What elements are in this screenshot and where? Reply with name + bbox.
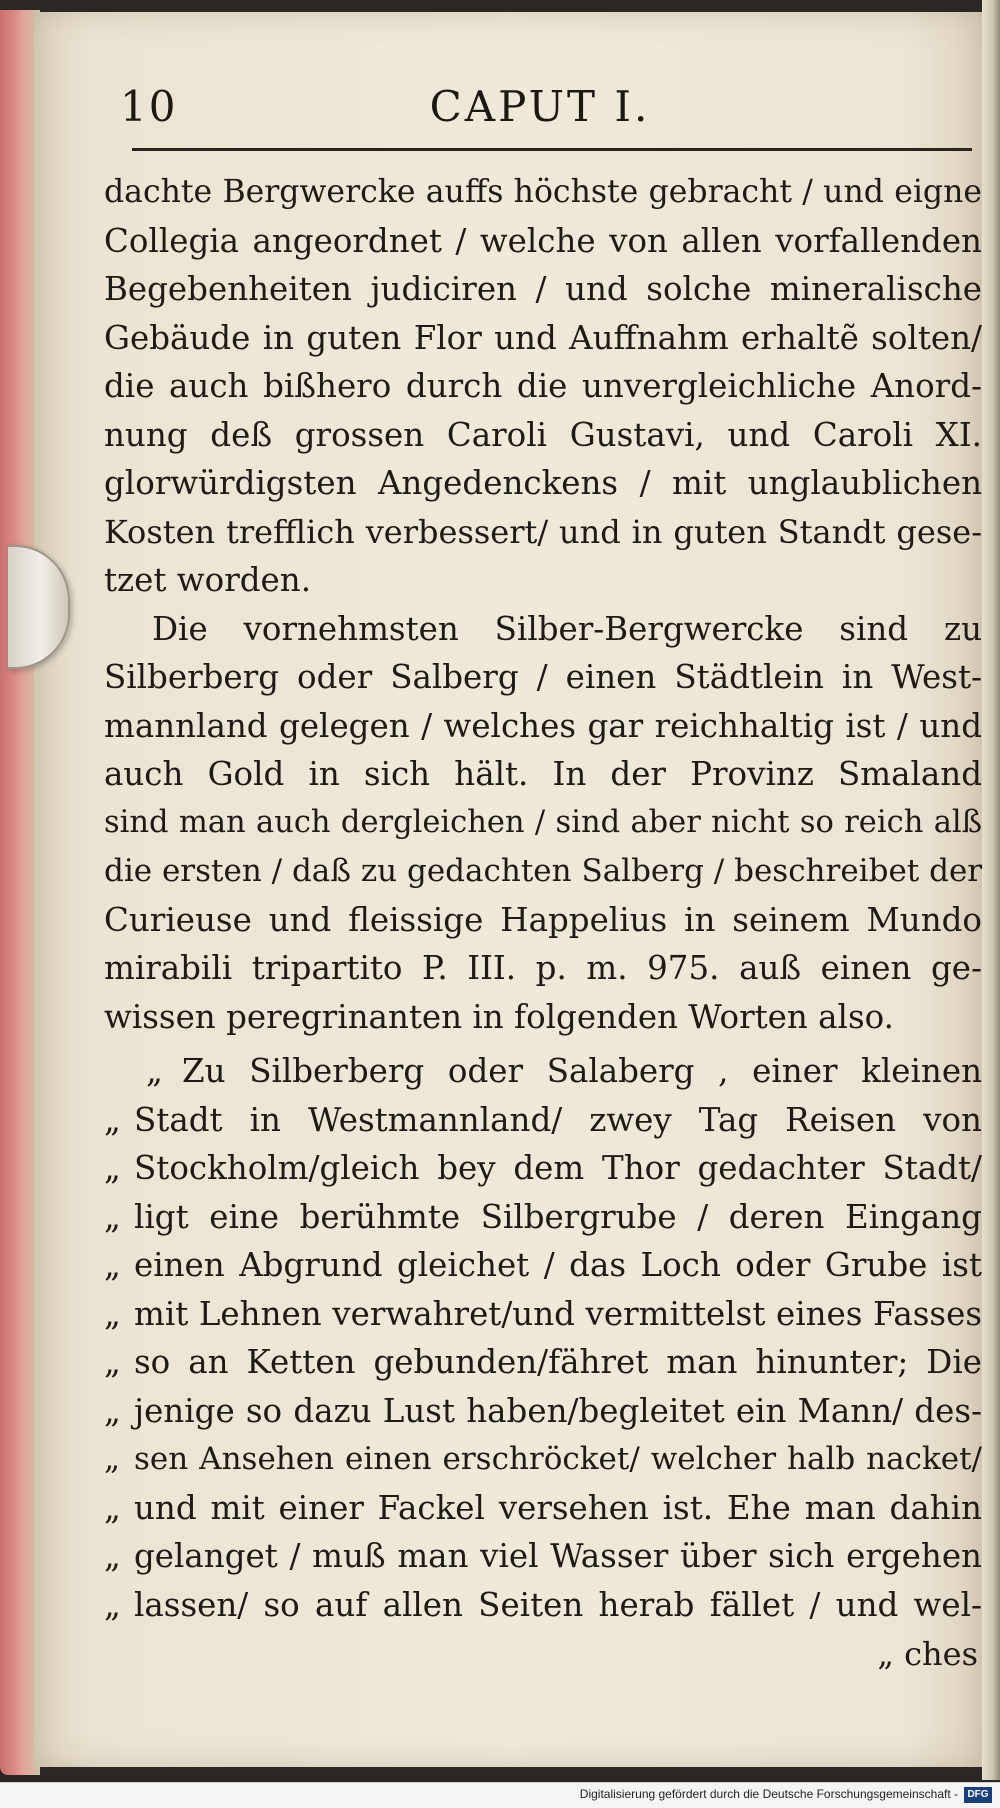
quote-line [104, 1484, 982, 1533]
quote-mark: „ [104, 1149, 121, 1187]
text-line: tzet worden. [104, 561, 312, 599]
quote-line [104, 1144, 982, 1193]
text-line: Collegia angeordnet / welche von allen vorfallenden [104, 221, 982, 260]
quote-line-text: gelanget / muß man viel Wasser über sich ergehen [134, 1537, 982, 1575]
text-line: nung deß grossen Caroli Gustavi, und Caroli XI. [104, 415, 982, 454]
text-line: auch Gold in sich hält. In der Provinz Smaland [104, 755, 982, 793]
text-line: wissen peregrinanten in folgenden Worten also. [104, 997, 894, 1036]
page-header [120, 82, 960, 152]
text-line: Gebäude in guten Flor und Auffnahm erhaltẽ solten/ [104, 318, 982, 357]
page-number: 10 [120, 82, 178, 131]
page-text [104, 168, 982, 1679]
quote-line-text: ligt eine berühmte Silbergrube / deren Eingang [134, 1197, 982, 1236]
quote-line [104, 1581, 982, 1630]
running-title: CAPUT I. [429, 82, 651, 131]
text-line: mannland gelegen / welches gar reichhaltig ist / und [104, 706, 982, 745]
quote-line [104, 1387, 982, 1436]
quote-mark: „ [104, 1391, 121, 1430]
text-line: die ersten / daß zu gedachten Salberg / beschreibet der [104, 853, 983, 889]
quote-mark: „ [104, 1537, 121, 1575]
footer-credit: Digitalisierung gefördert durch die Deutsche Forschungsgemeinschaft - [579, 1787, 958, 1801]
quote-mark: „ [104, 1488, 121, 1527]
quote-line-text: Zu Silberberg oder Salaberg , einer kleinen [182, 1052, 982, 1090]
text-line: sind man auch dergleichen / sind aber nicht so reich alß [104, 804, 982, 840]
quote-mark: „ [104, 1343, 121, 1381]
paragraph-1 [104, 168, 982, 605]
catchword: „ ches [877, 1635, 978, 1673]
quote-mark: „ [104, 1585, 121, 1624]
quote-line [104, 1290, 982, 1339]
quote-line [104, 1241, 982, 1290]
text-line: Curieuse und fleissige Happelius in seinem Mundo [104, 900, 982, 939]
quote-line-text: mit Lehnen verwahret/und vermittelst eines Fasses [134, 1294, 982, 1333]
quote-line [104, 1193, 982, 1242]
text-line: glorwürdigsten Angedenckens / mit unglaublichen [104, 464, 982, 502]
quote-line-text: einen Abgrund gleichet / das Loch oder Grube ist [134, 1246, 982, 1284]
text-line: Begebenheiten judiciren / und solche mineralische [104, 270, 982, 308]
text-line: Kosten trefflich verbessert/ und in guten Standt gese- [104, 512, 982, 551]
quotation-block [104, 1047, 982, 1629]
quote-line-text: so an Ketten gebunden/fähret man hinunter; Die [134, 1343, 982, 1381]
text-line: mirabili tripartito P. III. p. m. 975. auß einen ge- [104, 949, 982, 987]
quote-mark: „ [104, 1197, 121, 1236]
text-line: Die vornehmsten Silber-Bergwercke sind zu [152, 609, 982, 648]
quote-line-text: sen Ansehen einen erschröcket/ welcher halb nacket/ [134, 1441, 982, 1477]
quote-line [104, 1435, 982, 1484]
quote-mark: „ [104, 1294, 121, 1333]
paragraph-2 [104, 605, 982, 1042]
quote-line-text: jenige so dazu Lust haben/begleitet ein Mann/ des- [134, 1391, 982, 1430]
book-fore-edge-right [982, 0, 1000, 1780]
quote-mark: „ [104, 1441, 121, 1477]
text-line: die auch bißhero durch die unvergleichliche Anord- [104, 367, 982, 405]
quote-line [104, 1338, 982, 1387]
text-line: Silberberg oder Salberg / einen Städtlein in West- [104, 658, 982, 696]
quote-mark: „ [104, 1246, 121, 1284]
footer-bar [0, 1782, 1000, 1808]
quote-line-text: Stockholm/gleich bey dem Thor gedachter Stadt/ [134, 1149, 982, 1187]
dfg-logo: DFG [964, 1787, 992, 1803]
header-rule [132, 148, 972, 151]
quote-line-text: lassen/ so auf allen Seiten herab fället / und wel- [134, 1585, 982, 1624]
quote-line [104, 1532, 982, 1581]
quote-mark: „ [146, 1052, 163, 1090]
quote-line [104, 1096, 982, 1145]
quote-line-text: Stadt in Westmannland/ zwey Tag Reisen von [134, 1100, 982, 1139]
quote-mark: „ [104, 1100, 121, 1139]
text-line: dachte Bergwercke auffs höchste gebracht / und eigne [104, 174, 982, 210]
quote-line-text: und mit einer Fackel versehen ist. Ehe man dahin [134, 1488, 982, 1527]
quote-line [104, 1047, 982, 1096]
